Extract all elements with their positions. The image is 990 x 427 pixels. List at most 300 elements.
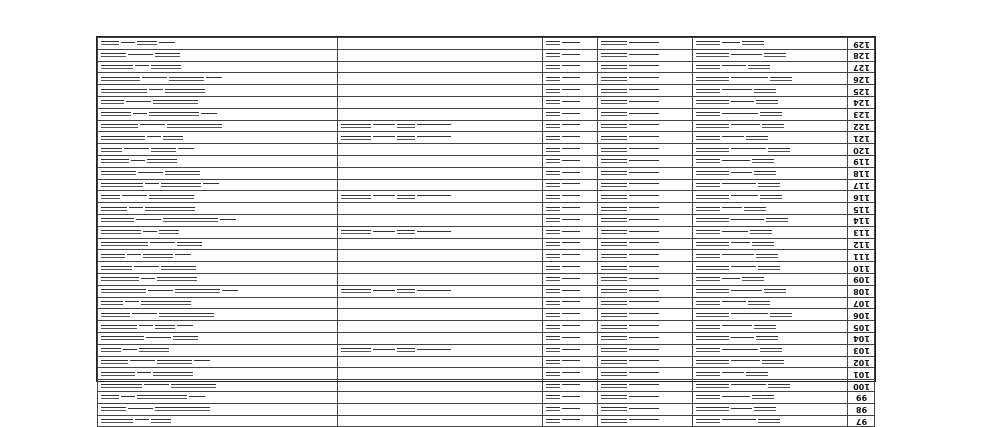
status-cell [543,332,598,344]
category-cell [598,120,693,132]
handwritten-stroke [101,89,147,93]
status-cell [543,250,598,262]
table-row [98,203,875,215]
remark-cell [338,391,543,403]
row-number-cell [848,38,875,50]
handwritten-stroke [101,372,135,376]
table-row [98,108,875,120]
handwritten-stroke [562,172,580,175]
description-cell [98,250,338,262]
description-cell [98,297,338,309]
handwritten-stroke [731,101,754,104]
table-row [98,96,875,108]
handwritten-stroke [101,419,133,423]
remark-cell [338,203,543,215]
handwritten-stroke [601,336,627,340]
description-cell [98,380,338,392]
handwritten-stroke [130,360,155,363]
handwritten-stroke [629,101,659,104]
handwritten-stroke [417,349,451,352]
handwritten-stroke [101,336,144,340]
handwritten-stroke [562,408,580,411]
handwritten-stroke [101,195,120,199]
handwritten-stroke [546,89,560,93]
handwritten-stroke [101,53,126,57]
handwritten-stroke [159,42,175,45]
handwritten-stroke [696,419,720,423]
category-cell [598,285,693,297]
status-cell [543,226,598,238]
handwritten-stroke [696,266,729,270]
handwritten-stroke [768,148,790,152]
row-number-cell [848,250,875,262]
table-row [98,85,875,97]
handwritten-stroke [601,77,627,81]
handwritten-stroke [142,77,167,80]
row-number: 104 [852,333,870,343]
status-cell [543,73,598,85]
handwritten-stroke [546,230,560,234]
handwritten-stroke [127,254,141,257]
name-cell [693,368,848,380]
category-cell [598,403,693,415]
row-number-cell [848,179,875,191]
handwritten-stroke [143,231,157,234]
remark-cell [338,155,543,167]
handwritten-stroke [756,100,778,104]
table-row [98,391,875,403]
handwritten-stroke [562,148,580,151]
row-number: 112 [852,239,870,249]
name-cell [693,61,848,73]
handwritten-stroke [161,183,201,187]
handwritten-stroke [101,301,123,305]
handwritten-stroke [696,183,720,187]
description-cell [98,391,338,403]
handwritten-stroke [601,53,627,57]
handwritten-stroke [155,53,180,57]
row-number-cell [848,403,875,415]
description-cell [98,344,338,356]
row-number-cell [848,262,875,274]
handwritten-stroke [601,254,627,258]
remark-cell [338,49,543,61]
row-number: 120 [852,145,870,155]
handwritten-stroke [629,384,659,387]
handwritten-stroke [601,289,627,293]
handwritten-stroke [696,89,720,93]
status-cell [543,415,598,427]
table-row [98,214,875,226]
handwritten-stroke [748,301,770,305]
handwritten-stroke [760,112,782,116]
handwritten-stroke [546,112,560,116]
handwritten-stroke [629,136,659,139]
handwritten-stroke [132,313,157,316]
status-cell [543,344,598,356]
handwritten-stroke [696,360,729,364]
name-cell [693,380,848,392]
description-cell [98,403,338,415]
remark-cell [338,120,543,132]
category-cell [598,309,693,321]
status-cell [543,368,598,380]
category-cell [598,73,693,85]
register-rows [98,38,875,427]
category-cell [598,85,693,97]
handwritten-stroke [722,396,750,399]
handwritten-stroke [546,100,560,104]
handwritten-stroke [629,54,659,57]
handwritten-stroke [748,65,770,69]
name-cell [693,85,848,97]
name-cell [693,250,848,262]
remark-cell [338,262,543,274]
handwritten-stroke [148,290,173,293]
status-cell [543,214,598,226]
handwritten-stroke [722,349,758,352]
handwritten-stroke [397,230,415,234]
handwritten-stroke [546,384,560,388]
handwritten-stroke [696,242,729,246]
category-cell [598,273,693,285]
category-cell [598,108,693,120]
handwritten-stroke [629,278,659,281]
handwritten-stroke [562,160,580,163]
handwritten-stroke [546,372,560,376]
description-cell [98,415,338,427]
handwritten-stroke [194,360,210,363]
category-cell [598,321,693,333]
handwritten-stroke [101,136,145,140]
name-cell [693,120,848,132]
handwritten-stroke [546,195,560,199]
handwritten-stroke [764,289,786,293]
handwritten-stroke [754,325,776,329]
handwritten-stroke [601,384,627,388]
handwritten-stroke [629,266,659,269]
status-cell [543,380,598,392]
handwritten-stroke [629,231,659,234]
handwritten-stroke [601,112,627,116]
handwritten-stroke [731,219,764,222]
handwritten-stroke [562,313,580,316]
handwritten-stroke [601,171,627,175]
handwritten-stroke [731,195,758,198]
handwritten-stroke [546,301,560,305]
handwritten-stroke [101,65,133,69]
handwritten-stroke [222,290,238,293]
description-cell [98,179,338,191]
name-cell [693,108,848,120]
handwritten-stroke [764,53,786,57]
handwritten-stroke [101,171,136,175]
handwritten-stroke [134,266,159,269]
handwritten-stroke [756,254,778,258]
description-cell [98,321,338,333]
description-cell [98,132,338,144]
row-number-cell [848,226,875,238]
row-number: 119 [852,156,870,166]
handwritten-stroke [629,219,659,222]
description-cell [98,203,338,215]
handwritten-stroke [175,254,191,257]
handwritten-stroke [417,136,451,139]
handwritten-stroke [629,396,659,399]
row-number-cell [848,155,875,167]
name-cell [693,403,848,415]
name-cell [693,191,848,203]
name-cell [693,415,848,427]
handwritten-stroke [562,231,580,234]
category-cell [598,155,693,167]
handwritten-stroke [629,172,659,175]
handwritten-stroke [722,65,746,68]
handwritten-stroke [562,65,580,68]
handwritten-stroke [126,101,151,104]
handwritten-stroke [696,195,729,199]
handwritten-stroke [696,136,720,140]
description-cell [98,226,338,238]
handwritten-stroke [758,183,780,187]
remark-cell [338,73,543,85]
name-cell [693,49,848,61]
row-number: 99 [855,392,867,402]
handwritten-stroke [141,278,155,281]
handwritten-stroke [171,384,216,388]
row-number: 124 [852,97,870,107]
handwritten-stroke [731,77,768,80]
handwritten-stroke [696,384,729,388]
description-cell [98,144,338,156]
status-cell [543,262,598,274]
handwritten-stroke [546,277,560,281]
category-cell [598,132,693,144]
handwritten-stroke [562,101,580,104]
status-cell [543,285,598,297]
handwritten-stroke [397,195,415,199]
handwritten-stroke [149,89,163,92]
handwritten-stroke [601,230,627,234]
description-cell [98,85,338,97]
handwritten-stroke [742,277,764,281]
remark-cell [338,61,543,73]
name-cell [693,344,848,356]
handwritten-stroke [629,325,659,328]
table-row [98,309,875,321]
description-cell [98,120,338,132]
status-cell [543,203,598,215]
handwritten-stroke [731,408,752,411]
remark-cell [338,344,543,356]
handwritten-stroke [562,42,580,45]
handwritten-stroke [696,254,720,258]
handwritten-stroke [696,230,720,234]
handwritten-stroke [696,148,729,152]
row-number: 108 [852,286,870,296]
handwritten-stroke [101,207,127,211]
description-cell [98,96,338,108]
handwritten-stroke [601,325,627,329]
description-cell [98,356,338,368]
handwritten-stroke [696,112,720,116]
handwritten-stroke [722,113,758,116]
handwritten-stroke [601,100,627,104]
status-cell [543,61,598,73]
name-cell [693,321,848,333]
handwritten-stroke [135,419,149,422]
handwritten-stroke [136,219,161,222]
handwritten-stroke [546,289,560,293]
handwritten-stroke [155,325,175,329]
handwritten-stroke [758,266,780,270]
handwritten-stroke [601,301,627,305]
handwritten-stroke [122,195,147,198]
handwritten-stroke [629,160,659,163]
remark-cell [338,191,543,203]
handwritten-stroke [696,301,720,305]
category-cell [598,356,693,368]
row-number-cell [848,238,875,250]
handwritten-stroke [722,231,748,234]
handwritten-stroke [629,254,659,257]
description-cell [98,49,338,61]
category-cell [598,380,693,392]
handwritten-stroke [546,159,560,163]
handwritten-stroke [754,407,776,411]
description-cell [98,368,338,380]
status-cell [543,297,598,309]
handwritten-stroke [562,337,580,340]
description-cell [98,214,338,226]
description-cell [98,108,338,120]
row-number: 107 [852,298,870,308]
handwritten-stroke [601,419,627,423]
row-number-cell [848,96,875,108]
name-cell [693,297,848,309]
row-number: 129 [852,38,870,48]
handwritten-stroke [629,124,659,127]
handwritten-stroke [546,419,560,423]
handwritten-stroke [341,136,371,140]
handwritten-stroke [601,124,627,128]
status-cell [543,85,598,97]
handwritten-stroke [163,136,183,140]
handwritten-stroke [752,395,774,399]
handwritten-stroke [101,313,130,317]
handwritten-stroke [101,254,125,258]
handwritten-stroke [601,313,627,317]
handwritten-stroke [373,231,395,234]
table-row [98,262,875,274]
status-cell [543,321,598,333]
table-row [98,356,875,368]
handwritten-stroke [601,183,627,187]
handwritten-stroke [760,195,782,199]
status-cell [543,403,598,415]
table-row [98,368,875,380]
category-cell [598,38,693,50]
handwritten-stroke [135,65,149,68]
handwritten-stroke [629,207,659,210]
handwritten-stroke [417,124,451,127]
row-number: 116 [852,192,870,202]
handwritten-stroke [629,195,659,198]
remark-cell [338,321,543,333]
handwritten-stroke [101,395,119,399]
handwritten-stroke [746,136,768,140]
handwritten-stroke [137,41,157,45]
description-cell [98,155,338,167]
name-cell [693,356,848,368]
handwritten-stroke [752,242,774,246]
category-cell [598,167,693,179]
category-cell [598,368,693,380]
handwritten-stroke [341,289,371,293]
handwritten-stroke [141,301,191,305]
handwritten-stroke [731,384,766,387]
name-cell [693,203,848,215]
name-cell [693,132,848,144]
handwritten-stroke [696,124,729,128]
table-row [98,73,875,85]
name-cell [693,167,848,179]
remark-cell [338,96,543,108]
handwritten-stroke [101,112,131,116]
handwritten-stroke [546,348,560,352]
handwritten-stroke [101,266,132,270]
row-number-cell [848,144,875,156]
description-cell [98,73,338,85]
table-row [98,167,875,179]
handwritten-stroke [123,349,137,352]
handwritten-stroke [101,100,124,104]
remark-cell [338,380,543,392]
handwritten-stroke [546,407,560,411]
handwritten-stroke [201,113,217,116]
handwritten-stroke [731,54,762,57]
handwritten-stroke [722,136,744,139]
handwritten-stroke [101,183,143,187]
handwritten-stroke [562,290,580,293]
handwritten-stroke [161,266,196,270]
handwritten-stroke [696,218,729,222]
row-number-cell [848,203,875,215]
handwritten-stroke [101,230,141,234]
handwritten-stroke [169,77,204,81]
remark-cell [338,238,543,250]
handwritten-stroke [601,65,627,69]
handwritten-stroke [746,372,768,376]
handwritten-stroke [601,195,627,199]
handwritten-stroke [341,230,371,234]
description-cell [98,167,338,179]
name-cell [693,309,848,321]
handwritten-stroke [341,124,371,128]
handwritten-stroke [373,195,395,198]
description-cell [98,262,338,274]
handwritten-stroke [189,396,205,399]
handwritten-stroke [562,242,580,245]
handwritten-stroke [341,348,371,352]
table-row [98,297,875,309]
handwritten-stroke [546,65,560,69]
handwritten-stroke [629,183,659,186]
handwritten-stroke [731,337,754,340]
row-number: 102 [852,357,870,367]
handwritten-stroke [417,290,451,293]
remark-cell [338,403,543,415]
